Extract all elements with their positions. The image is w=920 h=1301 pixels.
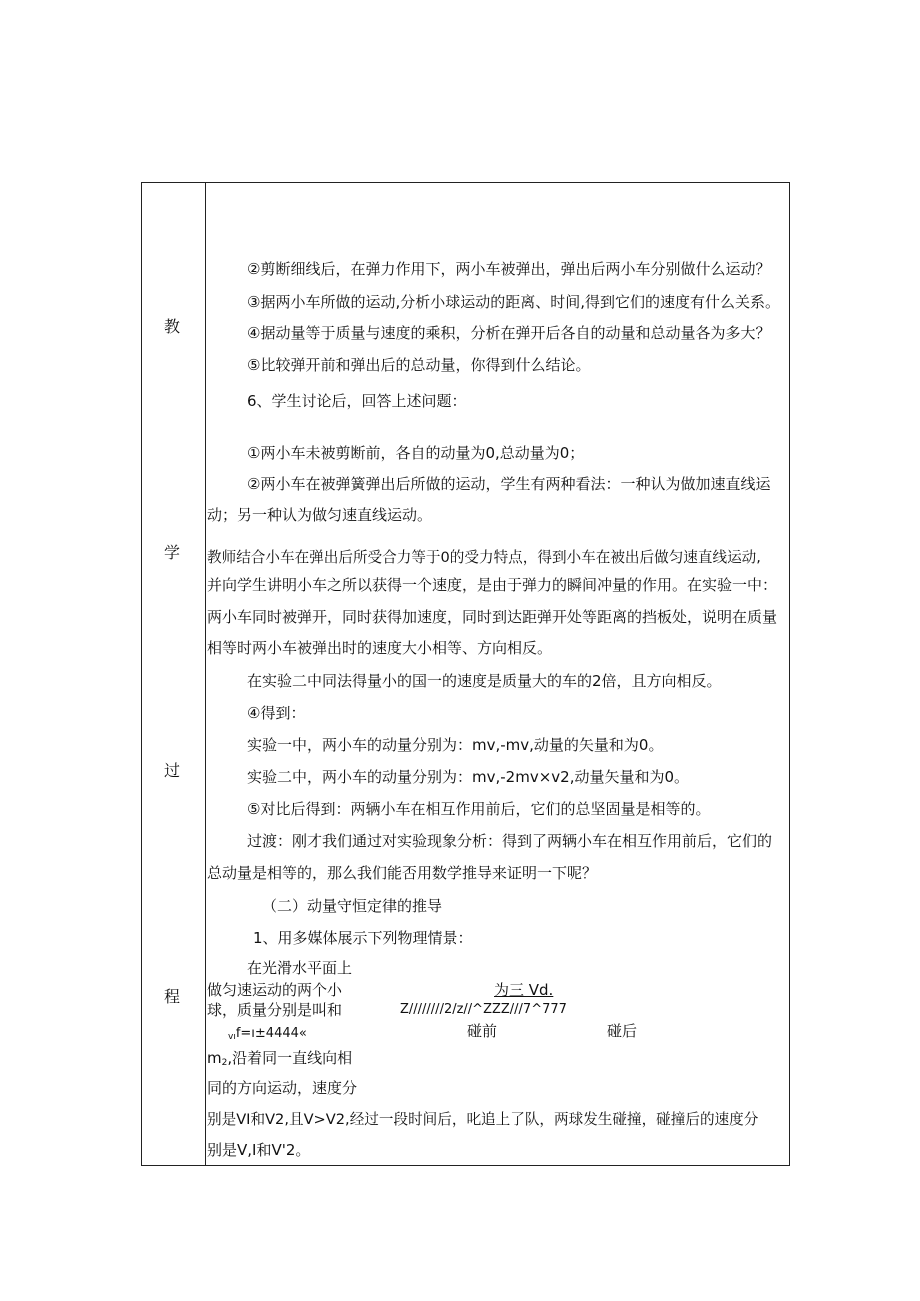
- text-line: 在光滑水平面上: [247, 959, 353, 977]
- text-line: [207, 1048, 352, 1073]
- text-line: 并向学生讲明小车之所以获得一个速度，是由于弹力的瞬间冲量的作用。在实验一中：: [207, 576, 778, 594]
- text-line: ②剪断细线后，在弹力作用下，两小车被弹出，弹出后两小车分别做什么运动？: [247, 260, 771, 278]
- side-label-1: 教: [164, 317, 181, 336]
- side-label-3: 过: [164, 761, 181, 780]
- text-line: 相等时两小车被弹出时的速度大小相等、方向相反。: [207, 639, 553, 657]
- text-line: ⑤对比后得到：两辆小车在相互作用前后，它们的总坚固量是相等的。: [247, 800, 711, 818]
- text-line: 6、学生讨论后，回答上述问题：: [247, 392, 467, 410]
- before-collision-label: 碰前: [467, 1022, 498, 1040]
- text-line: 别是VI和V2,且V>V2,经过一段时间后，叱追上了队，两球发生碰撞，碰撞后的速度分: [207, 1111, 759, 1128]
- text-fragment: ,沿着同一直线向相: [227, 1049, 353, 1067]
- text-line: 动；另一种认为做匀速直线运动。: [207, 506, 433, 524]
- text-line: ④得到：: [247, 704, 306, 722]
- diagram-surface: Z////////2/z//^ZZZ///7^777: [400, 1002, 567, 1017]
- m-symbol: m: [207, 1049, 222, 1067]
- text-line: 过渡：刚才我们通过对实验现象分析：得到了两辆小车在相互作用前后，它们的: [247, 832, 773, 850]
- text-line: 在实验二中同法得量小的国一的速度是质量大的车的2倍，且方向相反。: [247, 672, 722, 690]
- text-line: ②两小车在被弹簧弹出后所做的运动，学生有两种看法：一种认为做加速直线运: [247, 475, 771, 493]
- text-line: ⑤比较弹开前和弹出后的总动量，你得到什么结论。: [247, 356, 591, 374]
- m-subscript: 2: [221, 1058, 228, 1068]
- text-line: ④据动量等于质量与速度的乘积，分析在弹开后各自的动量和总动量各为多大？: [247, 324, 771, 342]
- text-line: ①两小车未被剪断前，各自的动量为0,总动量为0；: [247, 444, 585, 462]
- text-line: ③据两小车所做的运动,分析小球运动的距离、时间,得到它们的速度有什么关系。: [247, 293, 780, 311]
- text-line: 两小车同时被弹开，同时获得加速度，同时到达距弹开处等距离的挡板处，说明在质量: [207, 608, 778, 626]
- side-label-2: 学: [164, 543, 181, 562]
- text-line: 球，质量分别是叫和: [207, 1001, 343, 1019]
- section-heading: （二）动量守恒定律的推导: [262, 897, 443, 915]
- velocity-marks: f=ı±4444«: [235, 1026, 307, 1041]
- text-line: 别是V,I和V'2。: [207, 1141, 311, 1159]
- text-line: 1、用多媒体展示下列物理情景：: [253, 929, 473, 947]
- text-line: 实验一中，两小车的动量分别为：mv,-mv,动量的矢量和为0。: [247, 736, 664, 754]
- diagram-velocity-label: [228, 1024, 307, 1047]
- text-line: 总动量是相等的，那么我们能否用数学推导来证明一下呢？: [207, 864, 598, 882]
- v1-label: vı: [228, 1032, 236, 1042]
- column-divider: [205, 182, 206, 1166]
- after-collision-label: 碰后: [607, 1022, 638, 1040]
- text-line: 实验二中，两小车的动量分别为：mv,-2mv×v2,动量矢量和为0。: [247, 768, 690, 786]
- side-label-4: 程: [164, 987, 181, 1006]
- diagram-label: 为三 Vd.: [494, 981, 554, 999]
- text-line: 同的方向运动，速度分: [207, 1079, 358, 1097]
- text-line: 做匀速运动的两个小: [207, 981, 343, 999]
- text-line: 教师结合小车在弹出后所受合力等于0的受力特点，得到小车在被出后做匀速直线运动,: [207, 549, 761, 566]
